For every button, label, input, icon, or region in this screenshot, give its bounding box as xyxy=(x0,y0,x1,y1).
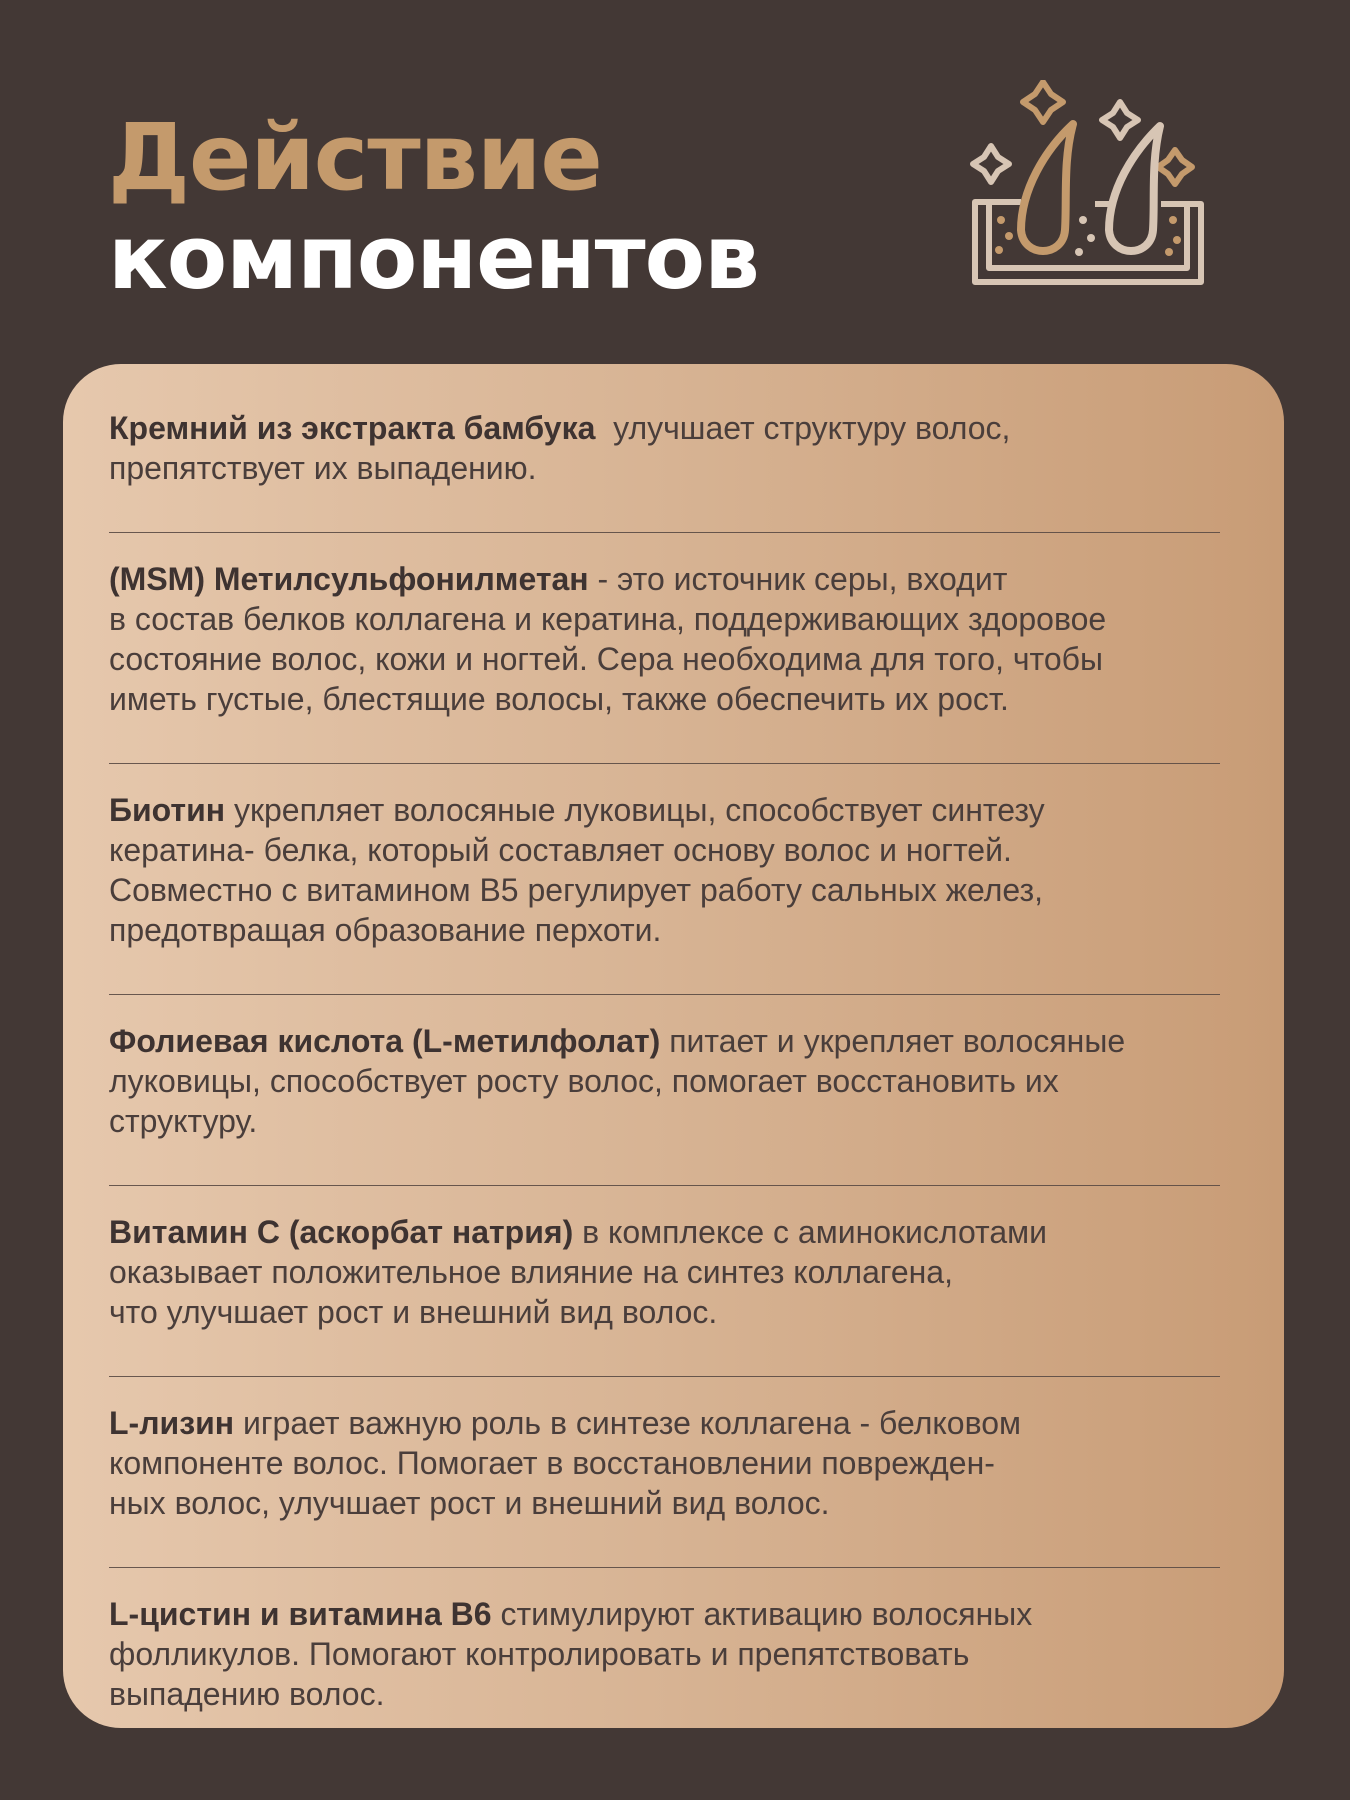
divider xyxy=(109,1567,1220,1568)
component-description: кератина- белка, который составляет основу волос и ногтей. xyxy=(109,832,1012,868)
component-item-l-lysine xyxy=(109,1403,1283,1523)
component-description: в состав белков коллагена и кератина, поддерживающих здоровое xyxy=(109,601,1107,637)
divider xyxy=(109,994,1220,995)
component-description: укрепляет волосяные луковицы, способствует синтезу xyxy=(233,792,1045,828)
component-description: структуру. xyxy=(109,1103,258,1139)
component-name: Биотин xyxy=(109,792,226,828)
component-item-folic-acid xyxy=(109,1021,1283,1141)
component-description: Совместно с витамином B5 регулирует работу сальных желез, xyxy=(109,872,1044,908)
component-item-biotin xyxy=(109,790,1283,950)
component-description: препятствует их выпадению. xyxy=(109,450,537,486)
component-description: состояние волос, кожи и ногтей. Сера необходима для того, чтобы xyxy=(109,641,1103,677)
component-name: L-лизин xyxy=(109,1405,235,1441)
component-description: компоненте волос. Помогает в восстановлении поврежден- xyxy=(109,1445,995,1481)
page-title xyxy=(108,104,759,309)
component-name: Кремний из экстракта бамбука xyxy=(109,410,596,446)
component-description: - это источник серы, входит xyxy=(597,561,1008,597)
component-description: иметь густые, блестящие волосы, также обеспечить их рост. xyxy=(109,681,1009,717)
component-name: L-цистин и витамина B6 xyxy=(109,1596,492,1632)
component-description: ных волос, улучшает рост и внешний вид волос. xyxy=(109,1485,830,1521)
components-card xyxy=(63,364,1284,1728)
title-line-accent: Действие xyxy=(108,104,602,211)
component-description: в комплексе с аминокислотами xyxy=(582,1214,1047,1250)
divider xyxy=(109,532,1220,533)
divider xyxy=(109,1376,1220,1377)
component-name: Фолиевая кислота (L-метилфолат) xyxy=(109,1023,661,1059)
divider xyxy=(109,763,1220,764)
component-description: питает и укрепляет волосяные xyxy=(669,1023,1126,1059)
component-description: играет важную роль в синтезе коллагена - белковом xyxy=(243,1405,1022,1441)
component-description: луковицы, способствует росту волос, помогает восстановить их xyxy=(109,1063,1059,1099)
title-line-white: компонентов xyxy=(108,206,759,309)
component-description: улучшает структуру волос, xyxy=(613,410,1011,446)
component-item-msm xyxy=(109,559,1283,719)
component-item-bamboo-silicon xyxy=(109,408,1283,488)
component-description: стимулируют активацию волосяных xyxy=(500,1596,1033,1632)
component-name: (MSM) Метилсульфонилметан xyxy=(109,561,589,597)
component-description: что улучшает рост и внешний вид волос. xyxy=(109,1294,718,1330)
divider xyxy=(109,1185,1220,1186)
component-description: выпадению волос. xyxy=(109,1676,385,1712)
component-description: предотвращая образование перхоти. xyxy=(109,912,662,948)
component-description: фолликулов. Помогают контролировать и препятствовать xyxy=(109,1636,970,1672)
component-name: Витамин С (аскорбат натрия) xyxy=(109,1214,574,1250)
components-list xyxy=(109,408,1283,1714)
component-item-vitamin-c xyxy=(109,1212,1283,1332)
component-description: оказывает положительное влияние на синтез коллагена, xyxy=(109,1254,953,1290)
hair-follicle-sparkle-icon xyxy=(955,80,1215,300)
component-item-l-cystine-b6 xyxy=(109,1594,1283,1714)
